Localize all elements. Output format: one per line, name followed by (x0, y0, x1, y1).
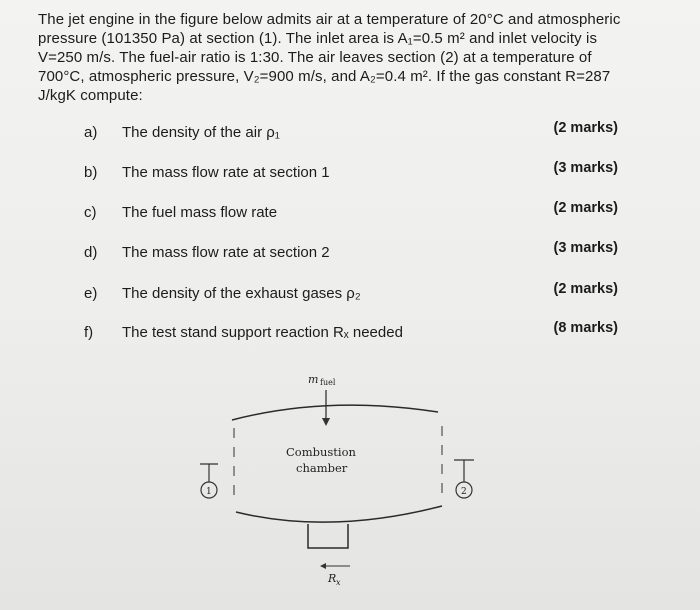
fuel-arrowhead (322, 418, 330, 426)
section-1-label: 1 (206, 487, 212, 497)
reaction-label-sub: x (336, 578, 341, 587)
question-c (0, 200, 700, 226)
question-f (0, 320, 700, 346)
question-text: The density of the air ρ₁ (122, 124, 280, 141)
question-letter: f) (84, 324, 94, 341)
question-text: The fuel mass flow rate (122, 204, 278, 221)
question-marks: (8 marks) (553, 320, 618, 336)
section-2-label: 2 (461, 487, 467, 497)
question-marks: (3 marks) (553, 160, 618, 176)
question-letter: a) (84, 124, 98, 141)
question-marks: (2 marks) (553, 200, 618, 216)
question-marks: (2 marks) (553, 120, 618, 136)
question-text: The mass flow rate at section 2 (122, 244, 330, 261)
question-e (0, 281, 700, 307)
reaction-label: R (328, 572, 337, 585)
question-text: The mass flow rate at section 1 (122, 164, 330, 181)
question-text: The density of the exhaust gases ρ₂ (122, 285, 361, 302)
problem-statement: The jet engine in the figure below admits air at a temperature of 20°C and atmospheric pressure (101350 Pa) at section (1). The inlet area is A₁=0.5 m² and inlet velocity is V=250 m/s. The fuel-air ratio is 1:30. The air leaves section (2) at a temperature of 700°C, atmospheric pressure, V₂=900 m/s, and A₂=0.4 m². If the gas constant R=287 J/kgK compute: (38, 11, 621, 104)
question-letter: d) (84, 244, 98, 261)
chamber-bottom-wall (236, 506, 442, 522)
support-stand (308, 524, 348, 548)
question-a (0, 120, 700, 146)
question-b (0, 160, 700, 186)
chamber-label-line2: chamber (296, 461, 348, 475)
question-marks: (3 marks) (553, 240, 618, 256)
jet-engine-figure (180, 360, 520, 600)
question-letter: c) (84, 204, 97, 221)
question-letter: e) (84, 285, 98, 302)
question-text: The test stand support reaction Rₓ needed (122, 324, 403, 341)
fuel-label-sub: fuel (320, 378, 336, 387)
fuel-label: m (308, 373, 319, 386)
question-d (0, 240, 700, 266)
chamber-top-wall (232, 405, 438, 420)
question-letter: b) (84, 164, 98, 181)
question-marks: (2 marks) (553, 281, 618, 297)
chamber-label-line1: Combustion (286, 445, 356, 459)
